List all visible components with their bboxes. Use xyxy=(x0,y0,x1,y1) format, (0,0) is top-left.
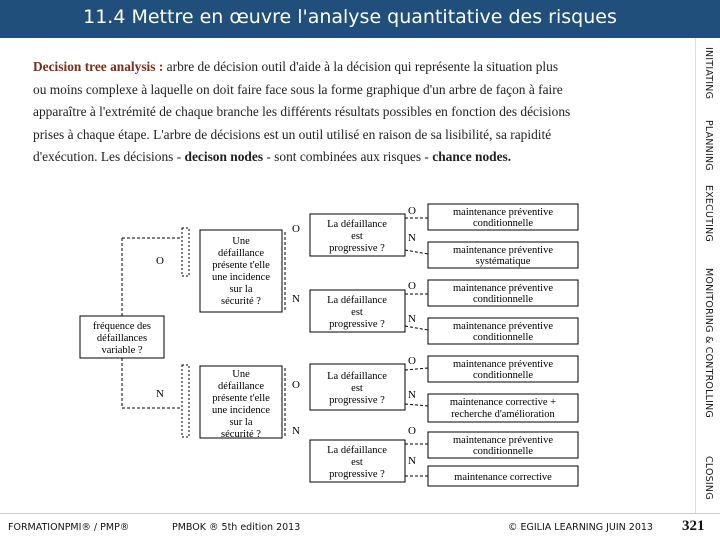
progressive-4-line-1: La défaillance xyxy=(327,445,387,456)
root-label-1: fréquence des xyxy=(92,321,152,332)
root-o-marker xyxy=(182,228,189,276)
chance-nodes-term: chance nodes. xyxy=(432,149,512,164)
progressive-2-line-1: La défaillance xyxy=(327,295,387,306)
outcome-4-line-1: maintenance préventive xyxy=(453,321,553,332)
progressive-1-line-3: progressive ? xyxy=(329,243,385,254)
outcome-7-line-1: maintenance préventive xyxy=(453,435,553,446)
intro-line-2: ou moins complexe à laquelle on doit faire face sous la forme graphique d'un arbre de façon à faire xyxy=(33,81,563,97)
outcome-2-line-1: maintenance préventive xyxy=(453,245,553,256)
progressive-4-line-2: est xyxy=(351,457,363,468)
outcome-5-line-1: maintenance préventive xyxy=(453,359,553,370)
outcome-2-line-2: systématique xyxy=(475,256,531,267)
progressive-1-line-1: La défaillance xyxy=(327,219,387,230)
intro-line-3: apparaître à l'extrémité de chaque branche les différents résultats possibles en fonction des décisions xyxy=(33,104,571,119)
outcome-5-line-2: conditionnelle xyxy=(472,370,534,381)
svg-text:fréquence des xyxy=(93,321,151,332)
incidence-1-line-1: Une xyxy=(232,236,250,247)
root-label-3: variable ? xyxy=(101,345,143,356)
outcome-6-line-2: recherche d'amélioration xyxy=(451,409,555,420)
root-branch-n-label: N xyxy=(156,388,164,400)
svg-text:variable ? xyxy=(101,345,142,356)
root-branch-o-label: O xyxy=(156,255,164,267)
page-number: 321 xyxy=(682,518,705,534)
slide-title: 11.4 Mettre en œuvre l'analyse quantitative des risques xyxy=(83,6,617,28)
incidence-1-line-3: présente t'elle xyxy=(212,260,270,271)
progressive-1-line-2: est xyxy=(351,231,363,242)
intro-line-5-b: - sont combinées aux risques - xyxy=(263,149,433,164)
prog-3-o-label: O xyxy=(408,355,416,367)
root-label-2: défaillances xyxy=(96,333,148,344)
intro-line-1-text: arbre de décision outil d'aide à la décision qui représente la situation plus xyxy=(166,59,559,74)
progressive-4-line-3: progressive ? xyxy=(329,469,385,480)
footer-bar xyxy=(0,513,720,541)
progressive-2-line-2: est xyxy=(351,307,363,318)
incidence-2-line-4: une incidence xyxy=(211,405,271,416)
phase-closing: CLOSING xyxy=(703,456,714,500)
phase-initiating: INITIATING xyxy=(703,46,714,100)
outcome-1-line-2: conditionnelle xyxy=(472,218,534,229)
incidence-2-n-label: N xyxy=(292,425,300,437)
incidence-2-line-2: défaillance xyxy=(217,381,265,392)
outcome-4-line-2: conditionnelle xyxy=(472,332,534,343)
outcome-6-line-1: maintenance corrective + xyxy=(449,397,557,408)
prog-1-o-label: O xyxy=(408,205,416,217)
phase-monitoring-controlling: MONITORING & CONTROLLING xyxy=(703,268,714,418)
progressive-3-line-1: La défaillance xyxy=(327,371,387,382)
incidence-1-line-6: sécurité ? xyxy=(221,296,261,307)
decision-nodes-term: decison nodes xyxy=(184,149,264,164)
incidence-2-o-label: O xyxy=(292,379,300,391)
incidence-1-line-5: sur la xyxy=(229,284,253,295)
outcome-7-line-2: conditionnelle xyxy=(472,446,534,457)
prog-3-n-label: N xyxy=(408,389,416,401)
progressive-3-line-2: est xyxy=(351,383,363,394)
incidence-1-line-4: une incidence xyxy=(211,272,271,283)
phase-planning: PLANNING xyxy=(703,120,714,171)
outcome-1-line-1: maintenance préventive xyxy=(453,207,553,218)
outcome-3-line-1: maintenance préventive xyxy=(453,283,553,294)
footer-edition: PMBOK ® 5th edition 2013 xyxy=(172,522,301,533)
incidence-1-line-2: défaillance xyxy=(217,248,265,259)
progressive-3-line-3: progressive ? xyxy=(329,395,385,406)
outcome-8-line-1: maintenance corrective xyxy=(454,472,552,483)
prog-1-n-label: N xyxy=(408,232,416,244)
intro-line-5-a: d'exécution. Les décisions - xyxy=(33,149,185,164)
root-n-marker xyxy=(182,365,189,437)
svg-text:défaillances xyxy=(97,333,147,344)
incidence-2-line-6: sécurité ? xyxy=(221,429,261,440)
incidence-2-line-3: présente t'elle xyxy=(212,393,270,404)
incidence-1-n-label: N xyxy=(292,293,300,305)
prog-2-n-label: N xyxy=(408,313,416,325)
prog-2-o-label: O xyxy=(408,280,416,292)
footer-brand: FORMATIONPMI® / PMP® xyxy=(8,522,130,533)
outcome-3-line-2: conditionnelle xyxy=(472,294,534,305)
footer-copyright: © EGILIA LEARNING JUIN 2013 xyxy=(508,522,653,533)
intro-line-4: prises à chaque étape. L'arbre de décisions est un outil utilisé en raison de sa lisibilité, sa rapidité xyxy=(33,126,552,142)
prog-4-n-label: N xyxy=(408,455,416,467)
incidence-1-o-label: O xyxy=(292,223,300,235)
intro-term: Decision tree analysis : xyxy=(33,59,164,74)
phase-executing: EXECUTING xyxy=(703,184,714,242)
incidence-2-line-5: sur la xyxy=(229,417,253,428)
prog-4-o-label: O xyxy=(408,425,416,437)
incidence-2-line-1: Une xyxy=(232,369,250,380)
progressive-2-line-3: progressive ? xyxy=(329,319,385,330)
